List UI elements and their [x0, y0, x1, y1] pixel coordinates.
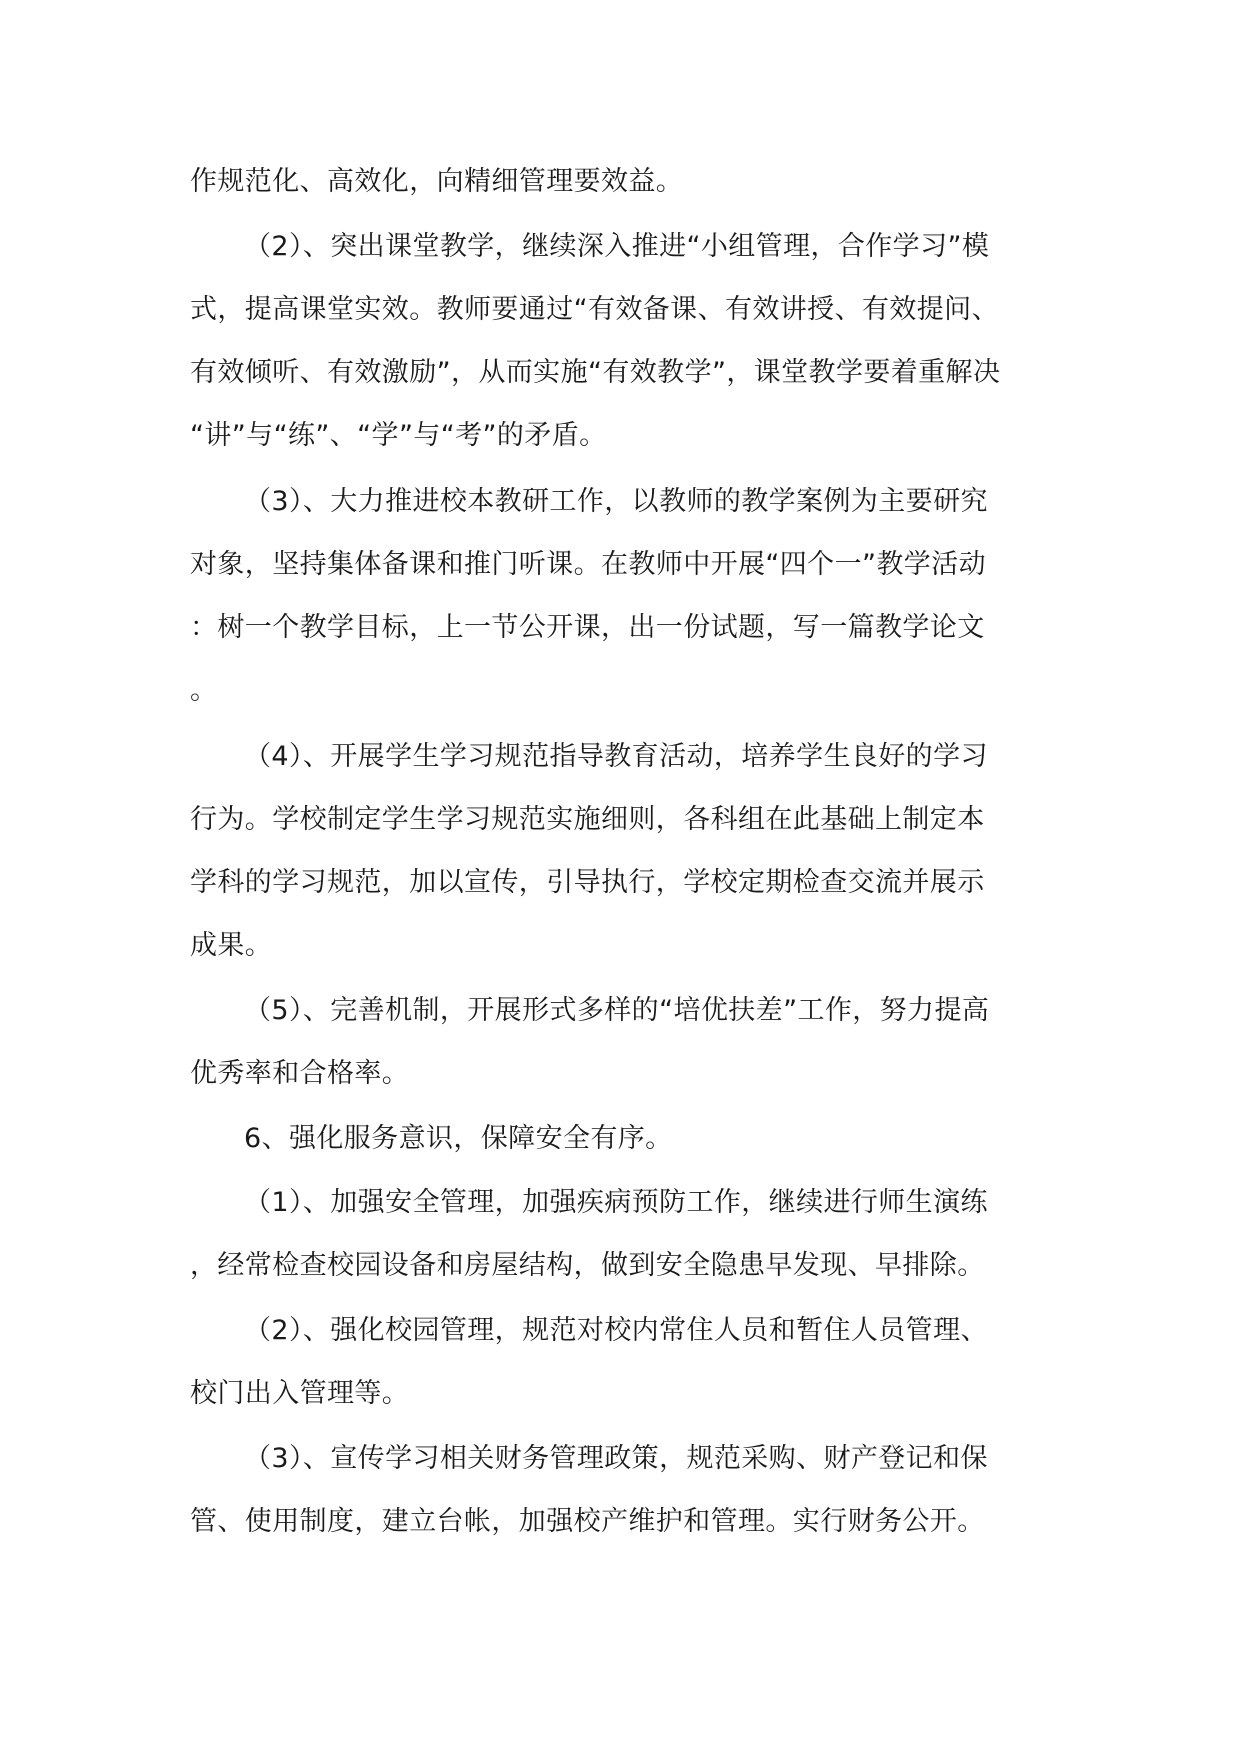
text-line-10: （4）、开展学生学习规范指导教育活动，培养学生良好的学习 [244, 741, 988, 772]
text-line-1: 作规范化、高效化，向精细管理要效益。 [190, 166, 684, 197]
text-line-5: “讲”与“练”、“学”与“考”的矛盾。 [190, 420, 607, 451]
text-line-2: （2）、突出课堂教学，继续深入推进“小组管理，合作学习”模 [244, 231, 990, 262]
text-line-21: （3）、宣传学习相关财务管理政策，规范采购、财产登记和保 [244, 1443, 988, 1474]
text-line-14: （5）、完善机制，开展形式多样的“培优扶差”工作，努力提高 [244, 995, 990, 1026]
text-line-16: 6、强化服务意识，保障安全有序。 [244, 1123, 673, 1154]
text-line-9: 。 [190, 675, 218, 706]
text-line-4: 有效倾听、有效激励”，从而实施“有效教学”，课堂教学要着重解决 [190, 357, 1001, 388]
text-line-7: 对象，坚持集体备课和推门听课。在教师中开展“四个一”教学活动 [190, 549, 986, 580]
text-line-12: 学科的学习规范，加以宣传，引导执行，学校定期检查交流并展示 [190, 867, 985, 898]
text-line-11: 行为。学校制定学生学习规范实施细则，各科组在此基础上制定本 [190, 804, 985, 835]
text-line-17: （1）、加强安全管理，加强疾病预防工作，继续进行师生演练 [244, 1187, 988, 1218]
text-line-13: 成果。 [190, 930, 273, 961]
text-line-18: ，经常检查校园设备和房屋结构，做到安全隐患早发现、早排除。 [190, 1250, 985, 1281]
text-line-19: （2）、强化校园管理，规范对校内常住人员和暂住人员管理、 [244, 1315, 988, 1346]
text-line-15: 优秀率和合格率。 [190, 1058, 410, 1089]
text-line-8: ：树一个教学目标，上一节公开课，出一份试题，写一篇教学论文 [190, 612, 985, 643]
text-line-6: （3）、大力推进校本教研工作，以教师的教学案例为主要研究 [244, 486, 988, 517]
text-line-22: 管、使用制度，建立台帐，加强校产维护和管理。实行财务公开。 [190, 1506, 985, 1537]
text-line-3: 式，提高课堂实效。教师要通过“有效备课、有效讲授、有效提问、 [190, 294, 999, 325]
text-line-20: 校门出入管理等。 [190, 1378, 410, 1409]
